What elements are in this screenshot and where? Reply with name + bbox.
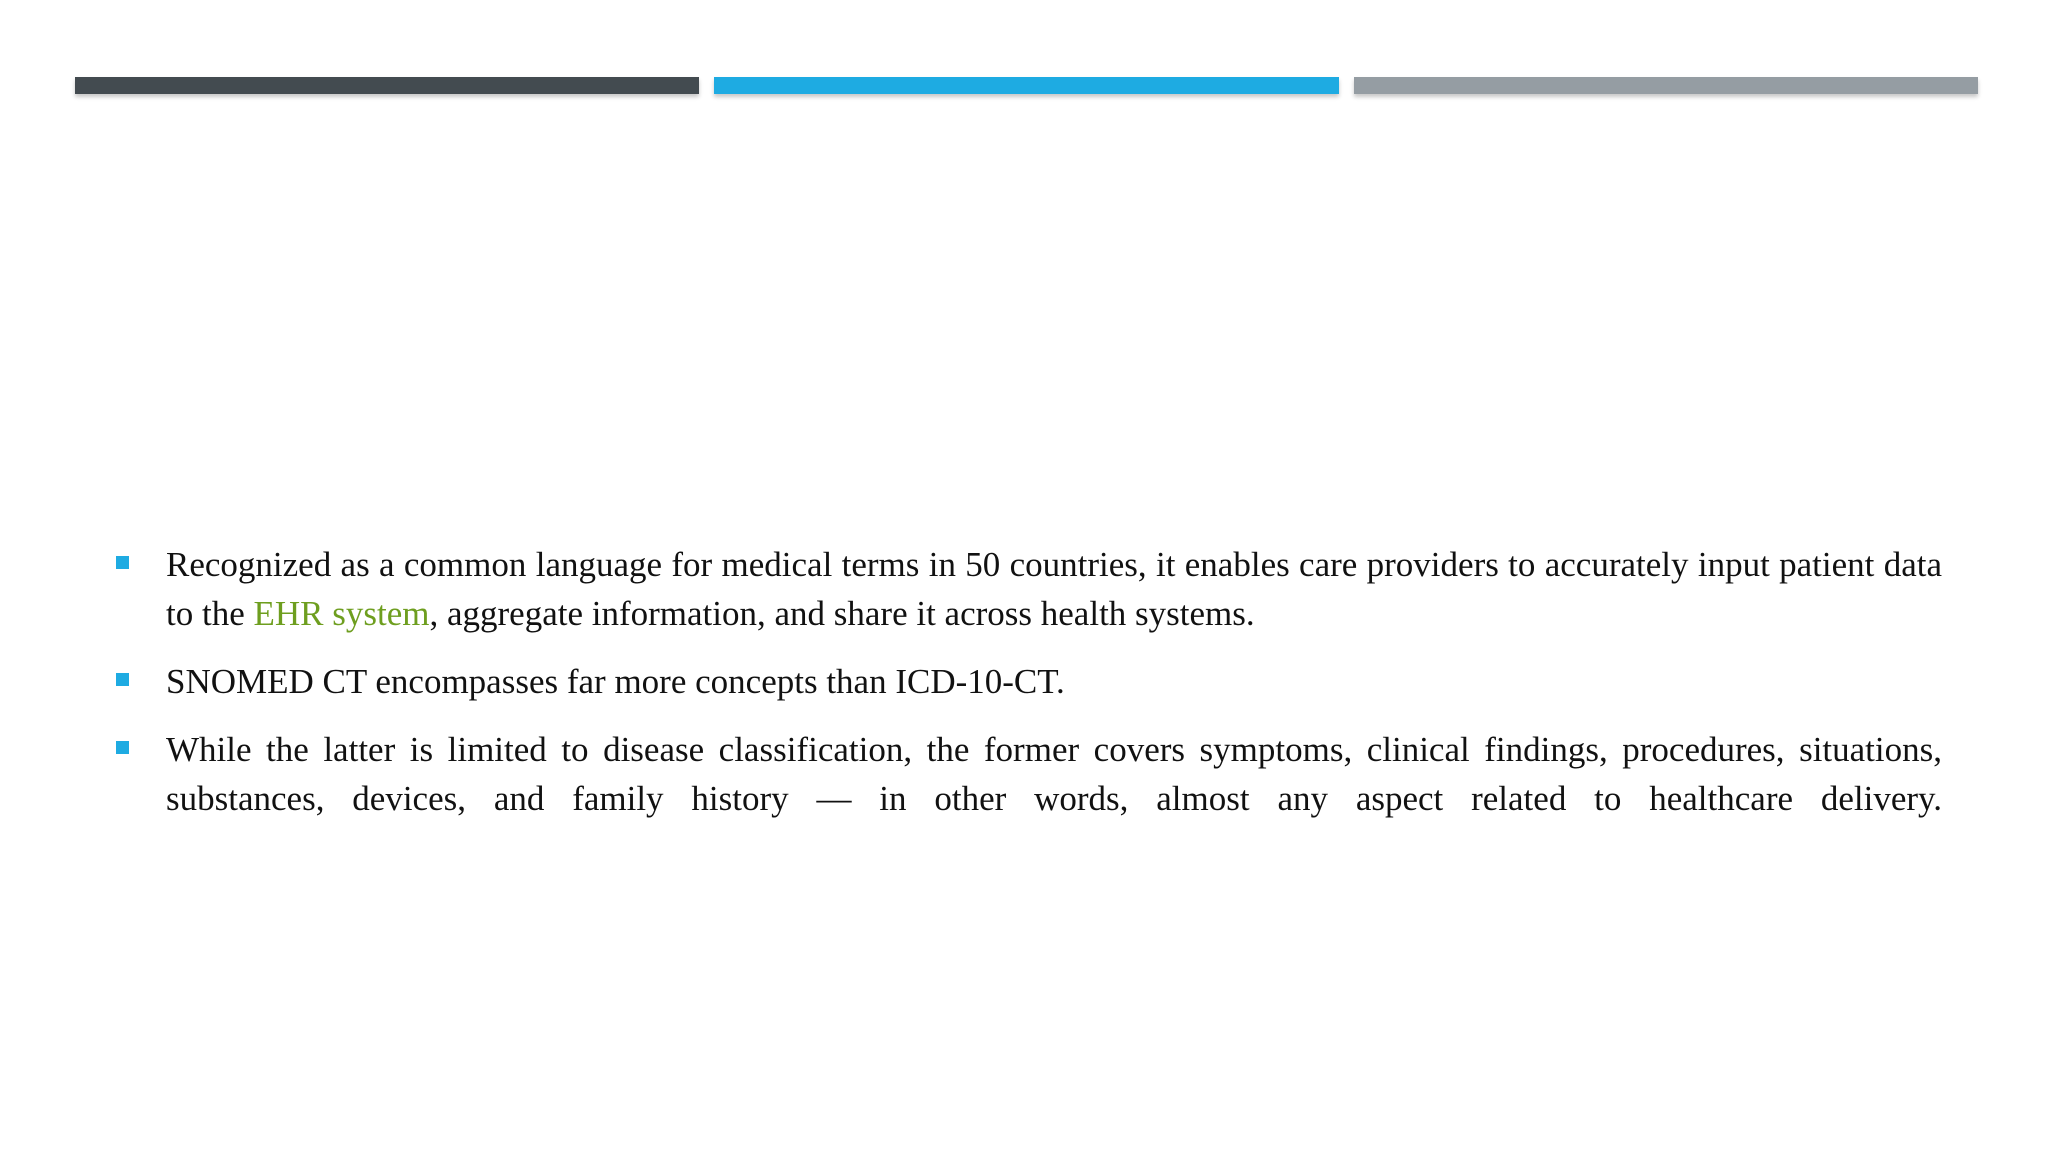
bullet-item-3 bbox=[112, 725, 1942, 823]
bullet-1-text-before: Recognized as a common language for medical terms in 50 countries, it enables care providers to accurately input patient data to the bbox=[166, 545, 1942, 633]
bullet-item-1 bbox=[112, 540, 1942, 638]
square-bullet-icon bbox=[116, 741, 129, 754]
bullet-item-2 bbox=[112, 657, 1942, 706]
bullet-2-text: SNOMED CT encompasses far more concepts than ICD-10-CT. bbox=[166, 662, 1065, 701]
header-decoration-bars bbox=[75, 77, 1978, 94]
bullet-list bbox=[112, 540, 1942, 823]
ehr-system-link[interactable]: EHR system bbox=[253, 594, 430, 633]
slide-body bbox=[112, 540, 1942, 842]
decoration-bar-dark bbox=[75, 77, 699, 94]
decoration-bar-gray bbox=[1354, 77, 1978, 94]
bullet-3-text: While the latter is limited to disease classification, the former covers symptoms, clinical findings, procedures, situations, substances, devices, and family history — in other words, almost any aspect related to healthcare delivery. bbox=[166, 730, 1942, 818]
square-bullet-icon bbox=[116, 556, 129, 569]
square-bullet-icon bbox=[116, 673, 129, 686]
bullet-1-text-after: , aggregate information, and share it across health systems. bbox=[429, 594, 1255, 633]
decoration-bar-blue bbox=[714, 77, 1338, 94]
